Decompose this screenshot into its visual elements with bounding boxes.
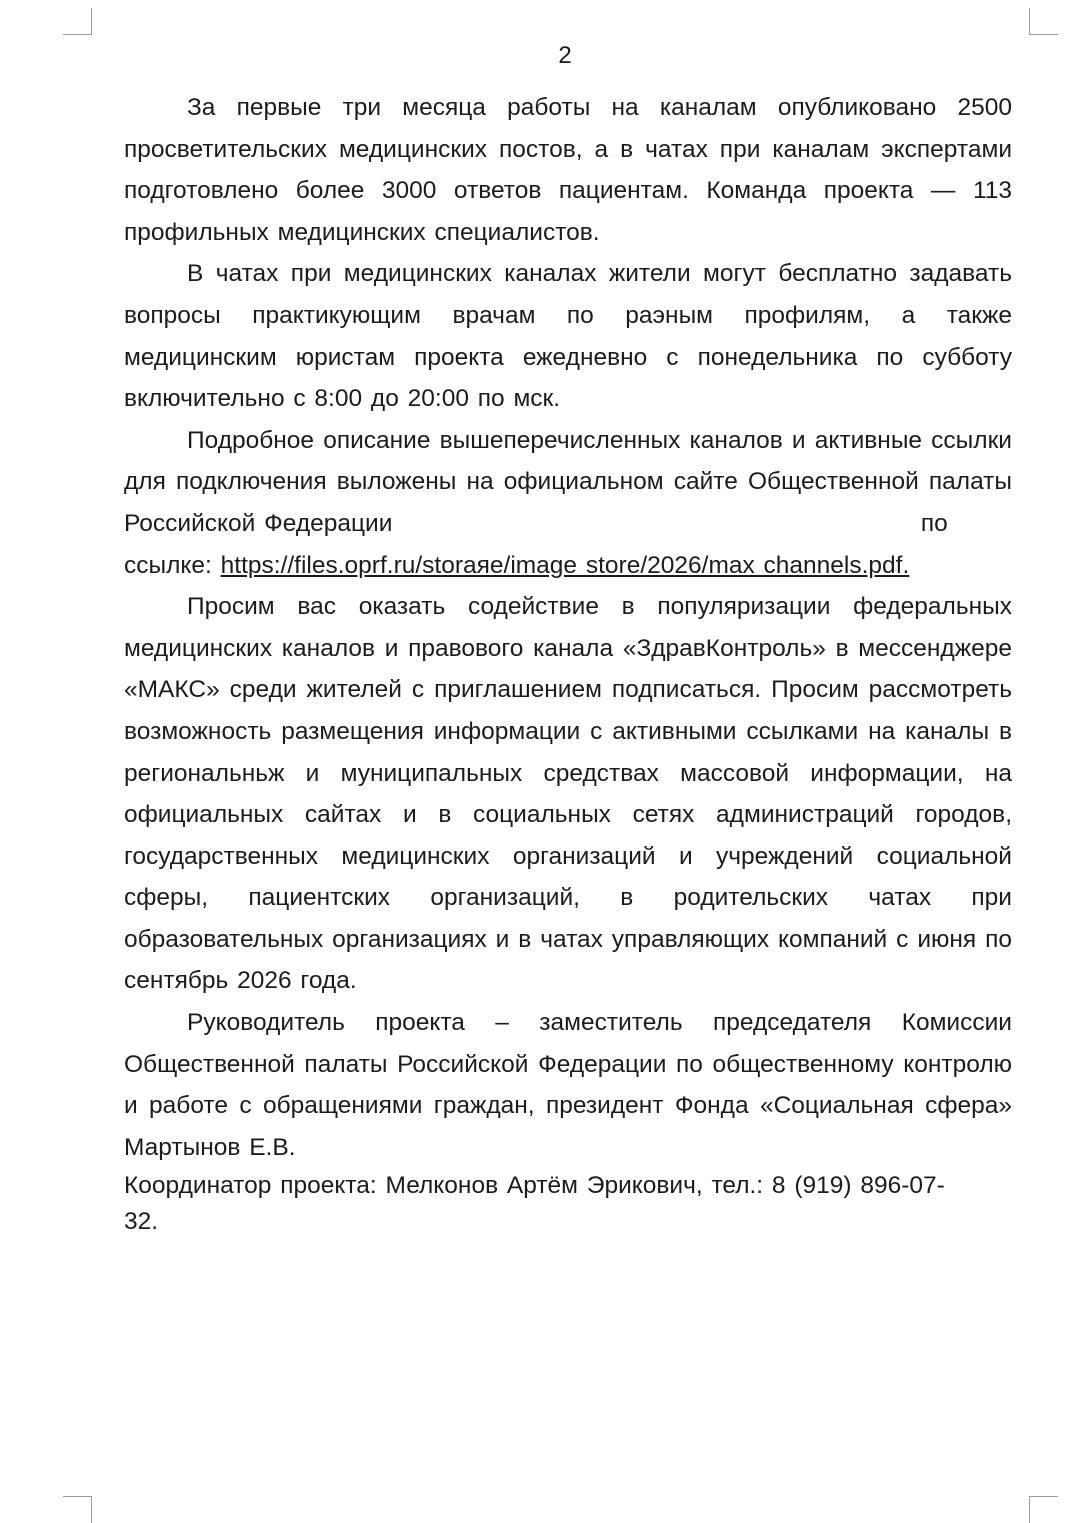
- crop-mark-top-left: [63, 8, 92, 35]
- document-body: [124, 87, 1012, 1240]
- paragraph-channel-links: [124, 420, 1012, 586]
- crop-mark-top-right: [1029, 8, 1058, 35]
- paragraph-request: Просим вас оказать содействие в популяризации федеральных медицинских каналов и правового канала «ЗдравКонтроль» в мессенджере «МАКС» среди жителей с приглашением подписаться. Просим рассмотреть возможность размещения информации с активными ссылками на каналы в региональньж и муниципальных средствах массовой информации, на официальных сайтах и в социальных сетях администраций городов, государственных медицинских организаций и учреждений социальной сферы, пациентских организаций, в родительских чатах при образовательных организациях и в чатах управляющих компаний с июня по сентябрь 2026 года.: [124, 593, 1012, 995]
- channel-links-prefix: ссылке:: [124, 551, 221, 579]
- page-number: 2: [558, 42, 572, 69]
- channel-links-text: Подробное описание вышеперечисленных каналов и активные ссылки для подключения выложены на официальном сайте Общественной палаты Российской Федерации: [124, 426, 1012, 537]
- paragraph-chats: В чатах при медицинских каналах жители могут бесплатно задавать вопросы практикующим врачам по раэным профилям, а также медицинским юристам проекта ежедневно с понедельника по субботу включительно с 8:00 до 20:00 по мск.: [124, 260, 1012, 413]
- paragraph-results: За первые три месяца работы на каналам опубликовано 2500 просветительских медицинских постов, а в чатах при каналам экспертами подготовлено более 3000 ответов пациентам. Команда проекта — 113 профильных медицинских специалистов.: [124, 94, 1012, 246]
- channels-pdf-link[interactable]: https://files.oprf.ru/storaяe/image store/2026/max channels.pdf.: [220, 551, 910, 579]
- channel-links-po: по: [920, 509, 948, 537]
- paragraph-project-head: Руководитель проекта – заместитель председателя Комиссии Общественной палаты Российской Федерации по общественному контролю и работе с обращениями граждан, президент Фонда «Социальная сфера» Мартынов Е.В.: [124, 1009, 1012, 1161]
- crop-mark-bottom-right: [1029, 1496, 1058, 1523]
- crop-mark-bottom-left: [63, 1496, 92, 1523]
- paragraph-coordinator: Координатор проекта: Мелконов Артём Эрикович, тел.: 8 (919) 896-07-32.: [124, 1172, 945, 1236]
